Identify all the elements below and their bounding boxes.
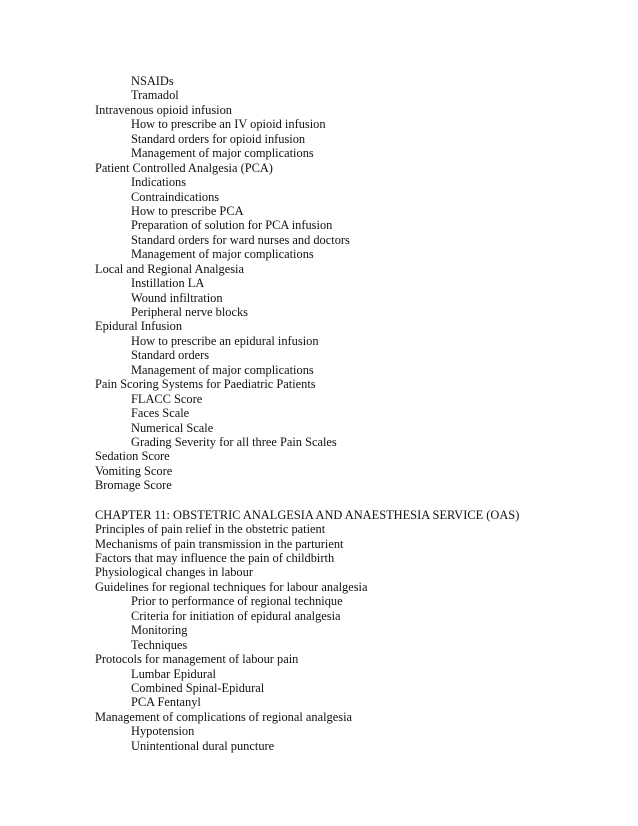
outline-subitem: PCA Fentanyl xyxy=(131,695,201,710)
outline-subitem: Peripheral nerve blocks xyxy=(131,305,248,319)
outline-subitem: Management of major complications xyxy=(131,247,314,262)
outline-subitem: Techniques xyxy=(131,637,188,652)
outline-subitem: Instillation LA xyxy=(131,276,205,291)
outline-subitem: Prior to performance of regional technique xyxy=(131,594,343,609)
outline-heading: Physiological changes in labour xyxy=(95,565,253,580)
outline-subitem: Grading Severity for all three Pain Scales xyxy=(131,434,337,449)
outline-subitem: Management of major complications xyxy=(131,362,314,377)
outline-heading: Epidural Infusion xyxy=(95,319,183,334)
outline-section xyxy=(95,508,615,753)
outline-subitem: Lumbar Epidural xyxy=(131,666,216,681)
document-page xyxy=(95,74,615,753)
outline-heading: CHAPTER 11: OBSTETRIC ANALGESIA AND ANAESTHESIA SERVICE (OAS) xyxy=(95,507,520,522)
outline-subitem: Contraindications xyxy=(131,189,220,204)
outline-subitem: Standard orders for ward nurses and doctors xyxy=(131,232,350,247)
outline-section xyxy=(95,74,615,493)
outline-subitem: Standard orders xyxy=(131,348,210,363)
outline-heading: Vomiting Score xyxy=(95,463,173,478)
outline-subitem: Tramadol xyxy=(131,88,179,103)
outline-subitem: Combined Spinal-Epidural xyxy=(131,680,265,695)
outline-subitem: Faces Scale xyxy=(131,406,190,421)
outline-heading: Bromage Score xyxy=(95,478,172,493)
outline-subitem: How to prescribe an IV opioid infusion xyxy=(131,117,326,132)
outline-heading: Protocols for management of labour pain xyxy=(95,652,299,667)
outline-subitem: Management of major complications xyxy=(131,146,314,161)
outline-subitem: Monitoring xyxy=(131,623,188,638)
outline-heading: Guidelines for regional techniques for labour analgesia xyxy=(95,579,368,594)
outline-heading: Factors that may influence the pain of childbirth xyxy=(95,551,335,565)
outline-subitem: Criteria for initiation of epidural analgesia xyxy=(131,608,341,623)
outline-subitem: NSAIDs xyxy=(131,74,174,88)
outline-heading: Principles of pain relief in the obstetric patient xyxy=(95,522,326,537)
outline-subitem: Wound infiltration xyxy=(131,290,223,305)
outline-heading: Mechanisms of pain transmission in the parturient xyxy=(95,536,344,551)
outline-subitem: Standard orders for opioid infusion xyxy=(131,131,306,146)
outline-heading: Local and Regional Analgesia xyxy=(95,261,244,276)
outline-subitem: Preparation of solution for PCA infusion xyxy=(131,218,333,233)
outline-subitem: Hypotension xyxy=(131,724,195,739)
outline-heading: Intravenous opioid infusion xyxy=(95,102,232,117)
outline-subitem: Indications xyxy=(131,175,187,190)
outline-subitem: FLACC Score xyxy=(131,391,203,406)
outline-heading: Sedation Score xyxy=(95,449,170,464)
section-gap xyxy=(95,493,615,508)
outline-subitem: Unintentional dural puncture xyxy=(131,738,275,753)
outline-subitem: Numerical Scale xyxy=(131,420,214,435)
outline-subitem: How to prescribe an epidural infusion xyxy=(131,333,319,348)
outline-heading: Management of complications of regional analgesia xyxy=(95,709,353,724)
outline-heading: Pain Scoring Systems for Paediatric Patients xyxy=(95,377,316,392)
outline-heading: Patient Controlled Analgesia (PCA) xyxy=(95,160,273,175)
outline-subitem: How to prescribe PCA xyxy=(131,203,244,218)
